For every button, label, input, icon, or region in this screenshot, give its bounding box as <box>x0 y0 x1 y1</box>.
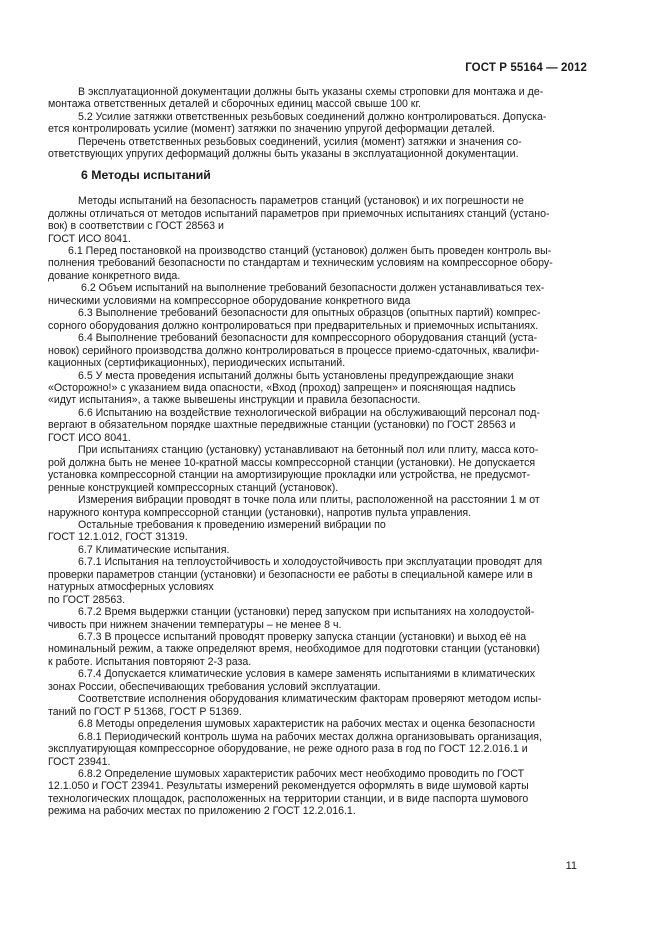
text-line: технологических площадок, расположенных на территории станции, и в виде паспорта шумового <box>48 792 529 805</box>
text-line: 6.8.2 Определение шумовых характеристик рабочих мест необходимо проводить по ГОСТ <box>78 768 525 781</box>
text-line: Соответствие исполнения оборудования климатическим факторам проверяют методом испы- <box>78 693 542 706</box>
text-line: к работе. Испытания повторяют 2-3 раза. <box>48 655 252 668</box>
document-body <box>48 86 584 818</box>
text-line: установка компрессорной станции на амортизирующие прокладки или устройства, не предусмот- <box>48 469 531 482</box>
text-line: рой должна быть не менее 10-кратной массы компрессорной станции (установки). Не допускается <box>48 456 536 469</box>
text-line: Методы испытаний на безопасность параметров станций (установок) и их погрешности не <box>78 195 524 208</box>
text-line: проверки параметров станции (установки) и безопасности ее работы в специальной камере или в <box>48 568 533 581</box>
text-line: 6.4 Выполнение требований безопасности для компрессорного оборудования станций (уста- <box>78 332 538 345</box>
text-line: вергают в обязательном порядке шахтные передвижные станции (установки) по ГОСТ 28563 и <box>48 419 516 432</box>
text-line: должны отличаться от методов испытаний параметров при приемочных испытаниях станций (устано- <box>48 207 550 220</box>
text-line: 5.2 Усилие затяжки ответственных резьбовых соединений должно контролироваться. Допуска- <box>78 110 547 123</box>
text-line: 6.8.1 Периодический контроль шума на рабочих местах должна организовывать организация, <box>78 730 542 743</box>
text-line: эксплуатирующая компрессорное оборудование, не реже одного раза в год по ГОСТ 12.2.016.1 и <box>48 743 528 756</box>
text-line: полнения требований безопасности по стандартам и техническим условиям на компрессорное обору- <box>48 257 553 270</box>
text-line: ГОСТ 12.1.012, ГОСТ 31319. <box>48 531 188 544</box>
text-line: При испытаниях станцию (установку) устанавливают на бетонный пол или плиту, масса кото- <box>78 444 539 457</box>
text-line: монтажа ответственных деталей и сборочных единиц массой свыше 100 кг. <box>48 98 421 111</box>
text-line: ренные конструкцией компрессорных станций (установок). <box>48 481 339 494</box>
text-line: Перечень ответственных резьбовых соединений, усилия (момент) затяжки и значения со- <box>78 135 522 148</box>
text-line: 6.7.4 Допускается климатические условия в камере заменять испытаниями в климатических <box>78 668 536 681</box>
text-line: ГОСТ 23941. <box>48 755 111 768</box>
text-line: 6.7.3 В процессе испытаний проводят проверку запуска станции (установки) и выход её на <box>78 631 527 644</box>
text-line: сорного оборудования должно контролироваться при предварительных и приемочных испытаниях. <box>48 319 539 332</box>
section-heading: 6 Методы испытаний <box>81 167 211 182</box>
text-line: 6.2 Объем испытаний на выполнение требований безопасности должен устанавливаться тех- <box>81 282 545 295</box>
text-line: 6.7.1 Испытания на теплоустойчивость и холодоустойчивость при эксплуатации проводят для <box>78 556 543 569</box>
text-line: ническими условиями на компрессорное оборудование конкретного вида <box>48 294 411 307</box>
text-line: ется контролировать усилие (момент) затяжки по значению упругой деформации деталей. <box>48 123 495 136</box>
text-line: кационных (сертификационных), периодических испытаний. <box>48 357 346 370</box>
text-line: «идут испытания», а также вывешены инструкции и правила безопасности. <box>48 394 421 407</box>
text-line: таний по ГОСТ Р 51368, ГОСТ Р 51369. <box>48 705 242 718</box>
text-line: 6.8 Методы определения шумовых характеристик на рабочих местах и оценка безопасности <box>78 718 536 731</box>
text-line: Измерения вибрации проводят в точке пола или плиты, расположенной на расстоянии 1 м от <box>78 494 540 507</box>
text-line: дование конкретного вида. <box>48 269 181 282</box>
text-line: номинальный режим, а также определяют время, необходимое для подготовки станции (установки) <box>48 643 540 656</box>
text-line: наружного контура компрессорной станции (установки), напротив пульта управления. <box>48 506 472 519</box>
text-line: 6.7.2 Время выдержки станции (установки) перед запуском при испытаниях на холодоустой- <box>78 606 535 619</box>
text-line: по ГОСТ 28563. <box>48 593 126 606</box>
text-line: 6.7 Климатические испытания. <box>78 543 230 556</box>
text-line: 6.1 Перед постановкой на производство станций (установок) должен быть проведен контроль вы- <box>68 244 552 257</box>
text-line: чивость при нижнем значении температуры – не менее 8 ч. <box>48 618 342 631</box>
text-line: 6.5 У места проведения испытаний должны быть установлены предупреждающие знаки <box>78 369 514 382</box>
text-line: ГОСТ ИСО 8041. <box>48 232 131 245</box>
text-line: В эксплуатационной документации должны быть указаны схемы строповки для монтажа и де- <box>78 86 544 98</box>
text-line: вок) в соответствии с ГОСТ 28563 и <box>48 220 224 233</box>
text-line: Остальные требования к проведению измерений вибрации по <box>78 518 386 531</box>
text-line: натурных атмосферных условиях <box>48 581 214 594</box>
text-line: 12.1.050 и ГОСТ 23941. Результаты измерений рекомендуется оформлять в виде шумовой карты <box>48 780 529 793</box>
text-line: новок) серийного производства должно контролироваться в процессе приемо-сдаточных, квалифи- <box>48 344 540 357</box>
text-line: ответствующих упругих деформаций должны быть указаны в эксплуатационной документации. <box>48 148 519 161</box>
text-line: зонах России, обеспечивающих требования условий эксплуатации. <box>48 680 381 693</box>
document-header: ГОСТ Р 55164 — 2012 <box>465 62 587 74</box>
text-line: 6.6 Испытанию на воздействие технологической вибрации на обслуживающий персонал под- <box>78 406 541 419</box>
text-line: режима на рабочих местах по приложению 2 ГОСТ 12.2.016.1. <box>48 805 356 818</box>
text-line: «Осторожно!» с указанием вида опасности, «Вход (проход) запрещен» и поясняющая надпись <box>48 381 516 394</box>
page-number: 11 <box>565 860 577 872</box>
text-line: 6.3 Выполнение требований безопасности для опытных образцов (опытных партий) компрес- <box>78 307 541 320</box>
text-line: ГОСТ ИСО 8041. <box>48 431 131 444</box>
